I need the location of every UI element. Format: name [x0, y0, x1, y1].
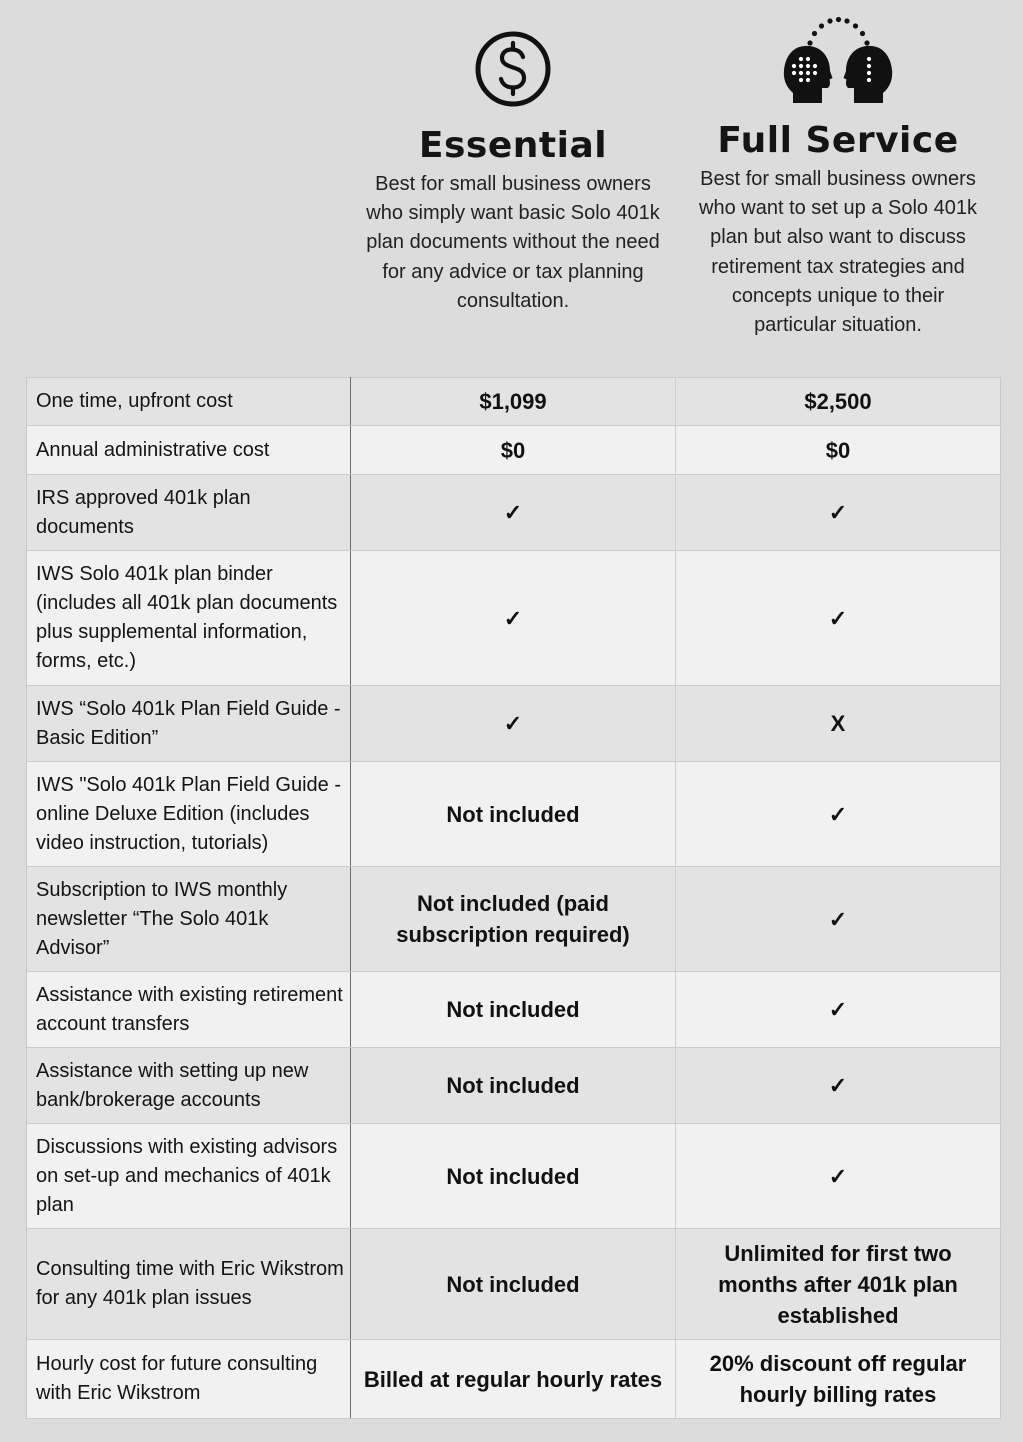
check-mark-icon: ✓: [351, 475, 676, 551]
essential-value: Billed at regular hourly rates: [351, 1340, 676, 1419]
full-service-value: $0: [676, 426, 1001, 475]
essential-value: Not included: [351, 1048, 676, 1124]
feature-label: Hourly cost for future consulting with Eric Wikstrom: [27, 1340, 351, 1419]
feature-label: IRS approved 401k plan documents: [27, 475, 351, 551]
plan-essential-header: [352, 0, 674, 316]
table-row: [27, 1048, 1001, 1124]
dollar-circle-icon: [474, 30, 552, 108]
essential-value: Not included: [351, 762, 676, 867]
feature-label: Consulting time with Eric Wikstrom for any 401k plan issues: [27, 1229, 351, 1340]
feature-label: IWS "Solo 401k Plan Field Guide - online Deluxe Edition (includes video instruction, tutorials): [27, 762, 351, 867]
table-row: [27, 551, 1001, 686]
essential-value: Not included: [351, 972, 676, 1048]
feature-label: Assistance with setting up new bank/brokerage accounts: [27, 1048, 351, 1124]
table-row: [27, 867, 1001, 972]
essential-value: $1,099: [351, 378, 676, 426]
table-row: [27, 378, 1001, 426]
two-heads-discussion-icon: [781, 14, 895, 104]
check-mark-icon: ✓: [676, 1124, 1001, 1229]
plan-name: Full Service: [717, 120, 959, 161]
table-row: [27, 972, 1001, 1048]
check-mark-icon: ✓: [676, 1048, 1001, 1124]
essential-value: $0: [351, 426, 676, 475]
table-row: [27, 1124, 1001, 1229]
check-mark-icon: ✓: [676, 475, 1001, 551]
full-service-value: 20% discount off regular hourly billing rates: [676, 1340, 1001, 1419]
feature-label: IWS Solo 401k plan binder (includes all 401k plan documents plus supplemental information, forms, etc.): [27, 551, 351, 686]
plan-full-service-header: [677, 0, 999, 340]
plan-name: Essential: [418, 125, 608, 166]
table-row: [27, 762, 1001, 867]
essential-value: Not included: [351, 1229, 676, 1340]
table-row: [27, 426, 1001, 475]
essential-value: Not included: [351, 1124, 676, 1229]
full-service-value: $2,500: [676, 378, 1001, 426]
x-mark-icon: X: [676, 686, 1001, 762]
feature-label: IWS “Solo 401k Plan Field Guide - Basic Edition”: [27, 686, 351, 762]
check-mark-icon: ✓: [676, 867, 1001, 972]
check-mark-icon: ✓: [351, 551, 676, 686]
plan-description: Best for small business owners who simply want basic Solo 401k plan documents without the need for any advice or tax planning consultation.: [366, 173, 660, 312]
feature-label: Assistance with existing retirement account transfers: [27, 972, 351, 1048]
feature-label: Annual administrative cost: [27, 426, 351, 475]
check-mark-icon: ✓: [676, 762, 1001, 867]
table-row: [27, 686, 1001, 762]
table-row: [27, 1340, 1001, 1419]
comparison-table: [26, 377, 1001, 1419]
feature-label: One time, upfront cost: [27, 378, 351, 426]
essential-value: Not included (paid subscription required): [351, 867, 676, 972]
table-row: [27, 475, 1001, 551]
check-mark-icon: ✓: [676, 551, 1001, 686]
table-row: [27, 1229, 1001, 1340]
check-mark-icon: ✓: [676, 972, 1001, 1048]
check-mark-icon: ✓: [351, 686, 676, 762]
plan-description: Best for small business owners who want to set up a Solo 401k plan but also want to discuss retirement tax strategies and concepts unique to their particular situation.: [699, 168, 977, 337]
full-service-value: Unlimited for first two months after 401k plan established: [676, 1229, 1001, 1340]
feature-label: Discussions with existing advisors on set-up and mechanics of 401k plan: [27, 1124, 351, 1229]
feature-label: Subscription to IWS monthly newsletter “The Solo 401k Advisor”: [27, 867, 351, 972]
